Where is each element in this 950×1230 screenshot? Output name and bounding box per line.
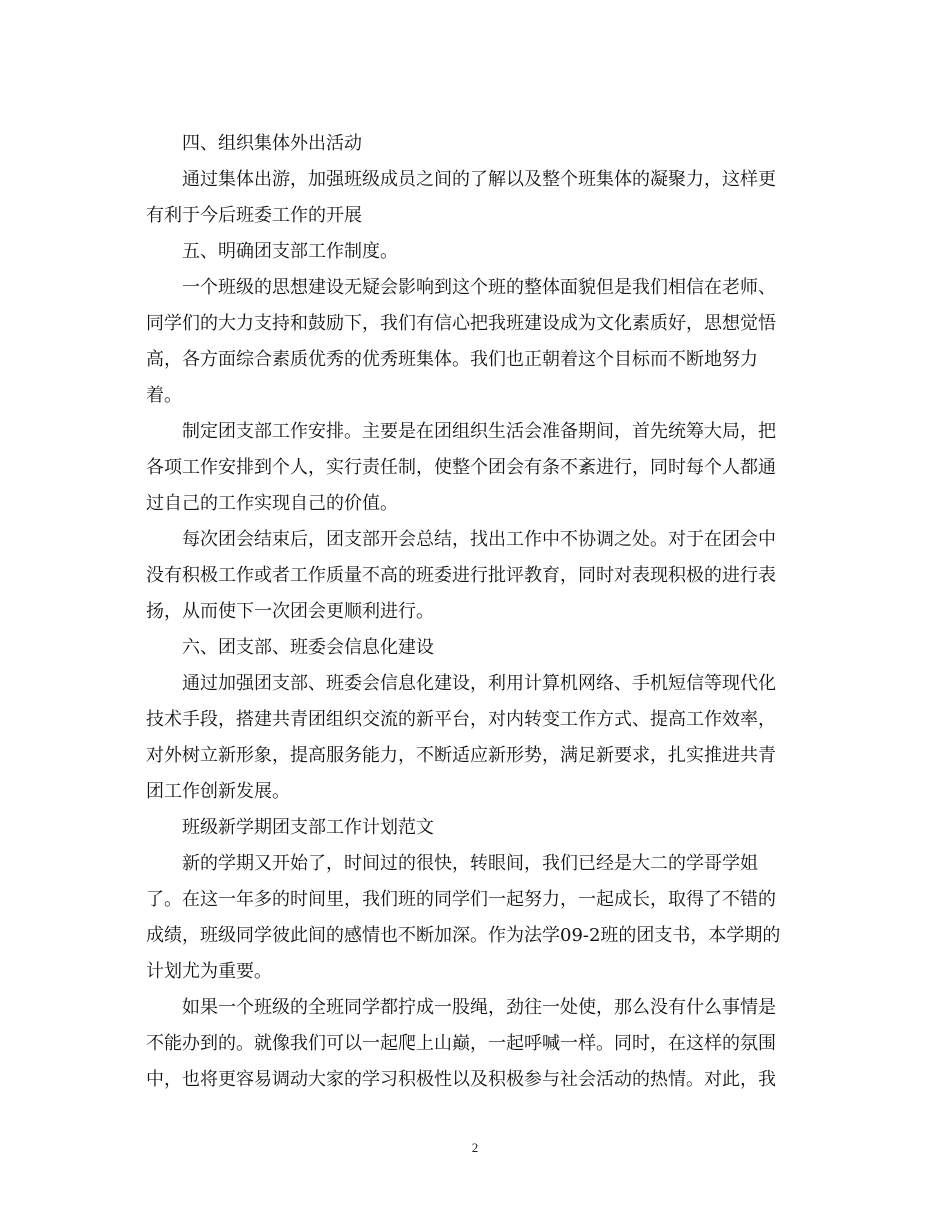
paragraph-line: 对外树立新形象，提高服务能力，不断适应新形势，满足新要求，扎实推进共青: [146, 745, 776, 766]
document-body: [146, 126, 808, 1098]
section-heading-6: 六、团支部、班委会信息化建设: [182, 637, 434, 658]
paragraph-line: 计划尤为重要。: [146, 961, 272, 982]
paragraph-line: 技术手段，搭建共青团组织交流的新平台，对内转变工作方式、提高工作效率，: [146, 709, 776, 730]
paragraph-line: 扬，从而使下一次团会更顺利进行。: [146, 601, 434, 622]
paragraph-line: 通过集体出游，加强班级成员之间的了解以及整个班集体的凝聚力，这样更: [182, 169, 776, 190]
article-title: 班级新学期团支部工作计划范文: [182, 817, 434, 838]
paragraph-line: 团工作创新发展。: [146, 781, 290, 802]
paragraph-line: 各项工作安排到个人，实行责任制，使整个团会有条不紊进行，同时每个人都通: [146, 457, 776, 478]
paragraph-line: 高，各方面综合素质优秀的优秀班集体。我们也正朝着这个目标而不断地努力: [146, 349, 758, 370]
paragraph-line: 新的学期又开始了，时间过的很快，转眼间，我们已经是大二的学哥学姐: [182, 853, 758, 874]
section-heading-4: 四、组织集体外出活动: [182, 133, 362, 154]
page-number: 2: [471, 1140, 479, 1155]
section-heading-5: 五、明确团支部工作制度。: [182, 241, 398, 262]
paragraph-line: 通过加强团支部、班委会信息化建设，利用计算机网络、手机短信等现代化: [182, 673, 776, 694]
paragraph-line: 如果一个班级的全班同学都拧成一股绳，劲往一处使，那么没有什么事情是: [182, 997, 776, 1018]
paragraph-line: 中，也将更容易调动大家的学习积极性以及积极参与社会活动的热情。对此，我: [146, 1069, 776, 1090]
paragraph-line: 有利于今后班委工作的开展: [146, 205, 362, 226]
paragraph-line: 没有积极工作或者工作质量不高的班委进行批评教育，同时对表现积极的进行表: [146, 565, 776, 586]
paragraph-line: 过自己的工作实现自己的价值。: [146, 493, 398, 514]
paragraph-line: 制定团支部工作安排。主要是在团组织生活会准备期间，首先统筹大局，把: [182, 421, 776, 442]
paragraph-line: 一个班级的思想建设无疑会影响到这个班的整体面貌但是我们相信在老师、: [182, 277, 776, 298]
paragraph-line: 同学们的大力支持和鼓励下，我们有信心把我班建设成为文化素质好，思想觉悟: [146, 313, 776, 334]
paragraph-line: 着。: [146, 385, 182, 406]
paragraph-line: 了。在这一年多的时间里，我们班的同学们一起努力，一起成长，取得了不错的: [146, 889, 776, 910]
paragraph-line: 每次团会结束后，团支部开会总结，找出工作中不协调之处。对于在团会中: [182, 529, 776, 550]
paragraph-line: 成绩，班级同学彼此间的感情也不断加深。作为法学09-2班的团支书，本学期的: [146, 925, 781, 946]
paragraph-line: 不能办到的。就像我们可以一起爬上山巅，一起呼喊一样。同时，在这样的氛围: [146, 1033, 776, 1054]
